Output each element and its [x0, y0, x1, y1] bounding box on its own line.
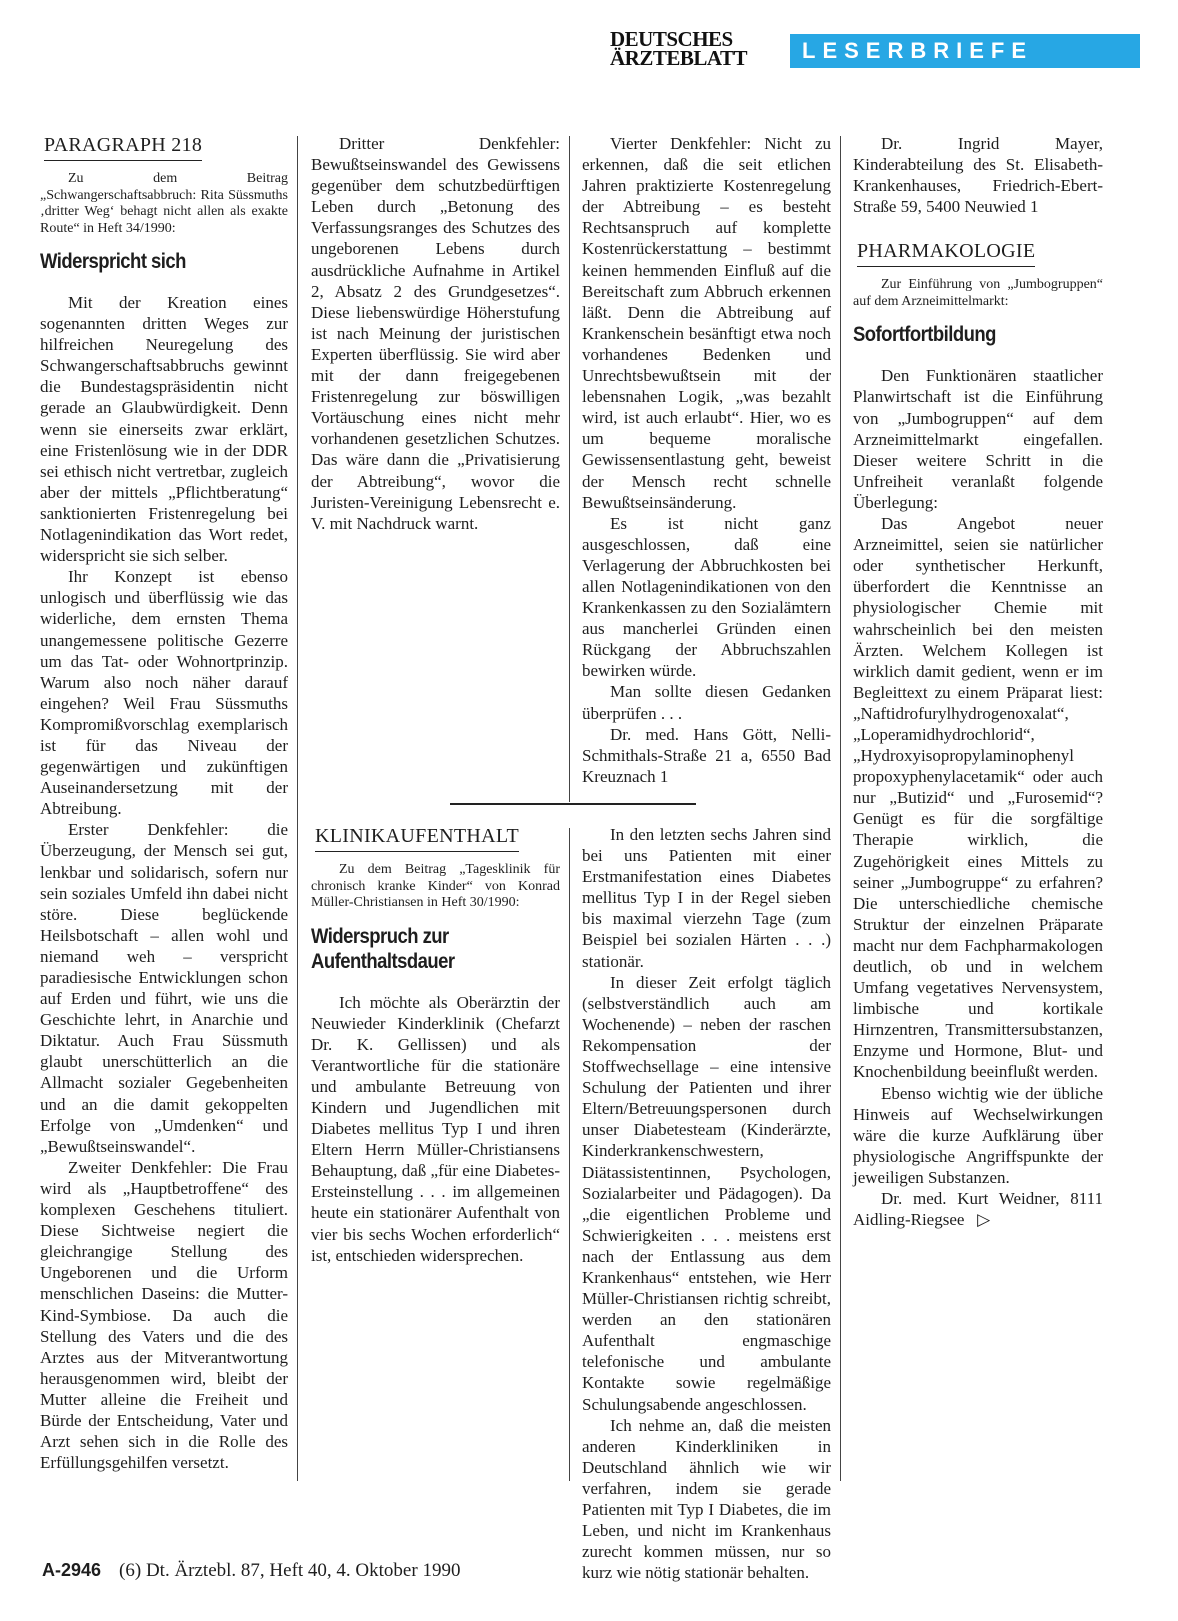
paragraph: Vierter Denkfehler: Nicht zu erkennen, daß die seit etlichen Jahren praktizierte Kostenregelung der Abtreibung – es besteht Rechtsanspruch auf komplette Kostenrückerstattung – bestimmt keinen hemmenden Einfluß auf die Bereitschaft zum Abbruch erkennen läßt. Denn die Abtreibung auf Krankenschein besänftigt etwa noch vorhandenes Bedenken und Unrechtsbewußtsein mit der lebensnahen Logik, „was bezahlt wird, ist auch erlaubt“. Hier, wo es um bequeme moralische Gewissensentlastung geht, beweist der Mensch recht schnelle Bewußtseinsänderung.	[582, 134, 831, 512]
letter-3-headline: Sofortfortbildung	[853, 323, 996, 347]
letter-3-column-4	[853, 133, 1103, 1483]
rubric-klinikaufenthalt: KLINIKAUFENTHALT	[315, 824, 519, 852]
letter-1-column-3	[582, 133, 831, 793]
section-banner	[790, 34, 1140, 68]
paragraph: Ich nehme an, daß die meisten anderen Kinderkliniken in Deutschland ähnlich wie wir verfahren, indem sie gerade Patienten mit Typ I Diabetes, die im Leben, und nicht im Krankenhaus zurecht kommen müssen, nur so kurz wie nötig stationär behalten.	[582, 1415, 831, 1583]
issue-info: (6) Dt. Ärztebl. 87, Heft 40, 4. Oktober 1990	[119, 1560, 461, 1581]
letter-1-column-2	[311, 133, 560, 793]
letter-3-signature: Dr. med. Kurt Weidner, 8111 Aidling-Riegsee ▷	[853, 1189, 1103, 1230]
paragraph: Das Angebot neuer Arzneimittel, seien sie natürlicher oder synthetischer Herkunft, überfordert die Kenntnisse an physiologischer Chemie mit wahrscheinlich bei den meisten Ärzten. Welchem Kollegen ist wirklich damit gedient, wenn er im Begleittext zu einem Präparat liest: „Naftidrofurylhydrogenoxalat“, „Loperamidhydrochlorid“, „Hydroxyisopropylaminophenyl propoxyphenylacetamik“ oder auch nur „Butizid“ und „Furosemid“? Genügt es für die sorgfältige Therapie wirklich, die Zugehörigkeit eines Mittels zu seiner „Jumbogruppe“ zu erfahren? Die unterschiedliche chemische Struktur der einzelnen Präparate macht nur dem Fachpharmakologen deutlich, ob und in welchem Umfang vegetatives Nervensystem, limbische und kortikale Hirnzentren, Transmittersubstanzen, Enzyme und Hormone, Blut- und Knochenbildung beeinflußt werden.	[853, 514, 1103, 1082]
paragraph: In dieser Zeit erfolgt täglich (selbstverständlich auch am Wochenende) – neben der raschen Rekompensation der Stoffwechsellage – eine intensive Schulung der Patienten und ihrer Eltern/Betreuungspersonen durch unser Diabetesteam (Kinderärzte, Kinderkrankenschwestern, Diätassistentinnen, Psychologen, Sozialarbeiter und Pädagogen). Da „die eigentlichen Probleme und Schwierigkeiten . . . meistens erst nach der Entlassung aus dem Krankenhaus“ entstehen, wie Herr Müller-Christiansen richtig schreibt, werden an den stationären Aufenthalt engmaschige telefonische und ambulante Kontakte sowie regelmäßige Schulungsabende angeschlossen.	[582, 972, 831, 1414]
letter-1-headline: Widerspricht sich	[40, 250, 186, 273]
letter-2-intro: Zu dem Beitrag „Tagesklinik für chronisch kranke Kinder“ von Konrad Müller-Christiansen in Heft 30/1990:	[311, 862, 560, 910]
masthead	[610, 27, 1140, 70]
paragraph: Man sollte diesen Gedanken überprüfen . . .	[582, 682, 831, 723]
paragraph: In den letzten sechs Jahren sind bei uns Patienten mit einer Erstmanifestation eines Diabetes mellitus Typ I in der Regel sieben bis maximal vierzehn Tage (zum Beispiel bei sozialen Härten . . .) stationär.	[582, 825, 831, 971]
letter-1-column-1	[40, 133, 288, 1483]
letter-2-headline: Widerspruch zur Aufenthaltsdauer	[311, 924, 455, 973]
section-title: LESERBRIEFE	[802, 38, 1034, 63]
paragraph: Dritter Denkfehler: Bewußtseinswandel des Gewissens gegenüber dem schutzbedürftigen Leben durch „Betonung des Verfassungsranges des Schutzes des ungeborenen Lebens durch ausdrückliche Aufnahme in Artikel 2, Absatz 2 des Grundgesetzes“. Diese liebenswürdige Höherstufung ist nach Meinung der juristischen Experten überflüssig. Sie wird aber mit der dann freigegebenen Fristenregelung zur böswilligen Vortäuschung eines nicht mehr vorhandenen gesetzlichen Schutzes. Das wäre dann die „Privatisierung der Abtreibung“, wovor die Juristen-Vereinigung Lebensrecht e. V. mit Nachdruck warnt.	[311, 134, 560, 533]
page-number: A-2946	[42, 1560, 102, 1580]
column-divider	[297, 136, 298, 1481]
section-separator	[450, 803, 696, 805]
paragraph: Ich möchte als Oberärztin der Neuwieder Kinderklinik (Chefarzt Dr. K. Gellissen) und als Verantwortliche für die stationäre und ambulante Betreuung von Kindern und Jugendlichen mit Diabetes mellitus Typ I und ihren Eltern Herrn Müller-Christiansens Behauptung, daß „für eine Diabetes-Ersteinstellung . . . im allgemeinen heute ein stationärer Aufenthalt von vier bis sechs Wochen erforderlich“ ist, entschieden widersprechen.	[311, 992, 560, 1265]
page-footer	[42, 1558, 460, 1583]
paragraph: Mit der Kreation eines sogenannten dritten Weges zur hilfreichen Neuregelung des Schwangerschaftsabbruchs gewinnt die Bundestagspräsidentin nicht gerade an Glaubwürdigkeit. Denn wenn sie einerseits zwar erklärt, eine Fristenlösung wie in der DDR sei ethisch nicht vertretbar, zugleich aber der mittels „Pflichtberatung“ sanktionierten Fristenregelung bei Notlagenindikation das Wort redet, widerspricht sie sich selber.	[40, 293, 288, 566]
rubric-paragraph-218: PARAGRAPH 218	[44, 133, 202, 161]
journal-logo: DEUTSCHES ÄRZTEBLATT	[610, 27, 747, 70]
paragraph: Den Funktionären staatlicher Planwirtschaft ist die Einführung von „Jumbogruppen“ auf dem Arzneimittelmarkt eingefallen. Dieser weitere Schritt in die Unfreiheit veranlaßt folgende Überlegung:	[853, 366, 1103, 512]
rubric-pharmakologie: PHARMAKOLOGIE	[857, 239, 1035, 267]
column-divider	[840, 136, 841, 1481]
paragraph: Zweiter Denkfehler: Die Frau wird als „Hauptbetroffene“ des komplexen Geschehens tituliert. Diese Sichtweise negiert die gleichrangige Stellung des Ungeborenen und die Urform menschlichen Daseins: die Mutter-Kind-Symbiose. Da auch die Stellung des Vaters und die des Arztes aus der Mitverantwortung herausgenommen wird, bleibt der Mutter alleine die Freiheit und Bürde der Entscheidung, Vater und Arzt sehen sich in die Rolle des Erfüllungsgehilfen versetzt.	[40, 1157, 288, 1473]
column-divider	[569, 828, 570, 1481]
letter-1-signature: Dr. med. Hans Gött, Nelli-Schmithals-Straße 21 a, 6550 Bad Kreuznach 1	[582, 724, 831, 786]
paragraph: Es ist nicht ganz ausgeschlossen, daß eine Verlagerung der Abbruchkosten bei allen Notlagenindikationen von den Krankenkassen zu den Sozialämtern aus mancherlei Gründen einen Rückgang der Abbruchszahlen bewirken würde.	[582, 513, 831, 681]
paragraph: Ihr Konzept ist ebenso unlogisch und überflüssig wie das widerliche, dem ernsten Thema unangemessene politische Gezerre um das Tat- oder Wohnortprinzip. Warum also noch näher darauf eingehen? Weil Frau Süssmuths Kompromißvorschlag exemplarisch ist für das Niveau der gegenwärtigen und zukünftigen Auseinandersetzung mit der Abtreibung.	[40, 567, 288, 819]
letter-1-intro: Zu dem Beitrag „Schwangerschaftsabbruch: Rita Süssmuths ‚dritter Weg‘ behagt nicht allen als exakte Route“ in Heft 34/1990:	[40, 171, 288, 236]
paragraph: Ebenso wichtig wie der übliche Hinweis auf Wechselwirkungen wäre die kurze Aufklärung über physiologische Angriffspunkte der jeweiligen Substanzen.	[853, 1083, 1103, 1187]
letter-2-column-3	[582, 824, 831, 1583]
column-divider	[569, 136, 570, 802]
continue-arrow-icon: ▷	[977, 1210, 991, 1230]
letter-3-intro: Zur Einführung von „Jumbogruppen“ auf dem Arzneimittelmarkt:	[853, 277, 1103, 309]
paragraph: Erster Denkfehler: die Überzeugung, der Mensch sei gut, lenkbar und solidarisch, sofern nur sein soziales Umfeld ihn dabei nicht störe. Diese beglückende Heilsbotschaft – allen wohl und niemand weh – verspricht paradiesische Entwicklungen schon auf Erden und führt, wie uns die Geschichte lehrt, in Anarchie und Diktatur. Auch Frau Süssmuth glaubt unerschütterlich an die Allmacht sozialer Gegebenheiten und an die damit gekoppelten Erfolge von „Umdenken“ und „Bewußtseinswandel“.	[40, 820, 288, 1156]
letter-2-column-2	[311, 824, 560, 1482]
letter-2-signature: Dr. Ingrid Mayer, Kinderabteilung des St. Elisabeth-Krankenhauses, Friedrich-Ebert-Straße 59, 5400 Neuwied 1	[853, 134, 1103, 217]
